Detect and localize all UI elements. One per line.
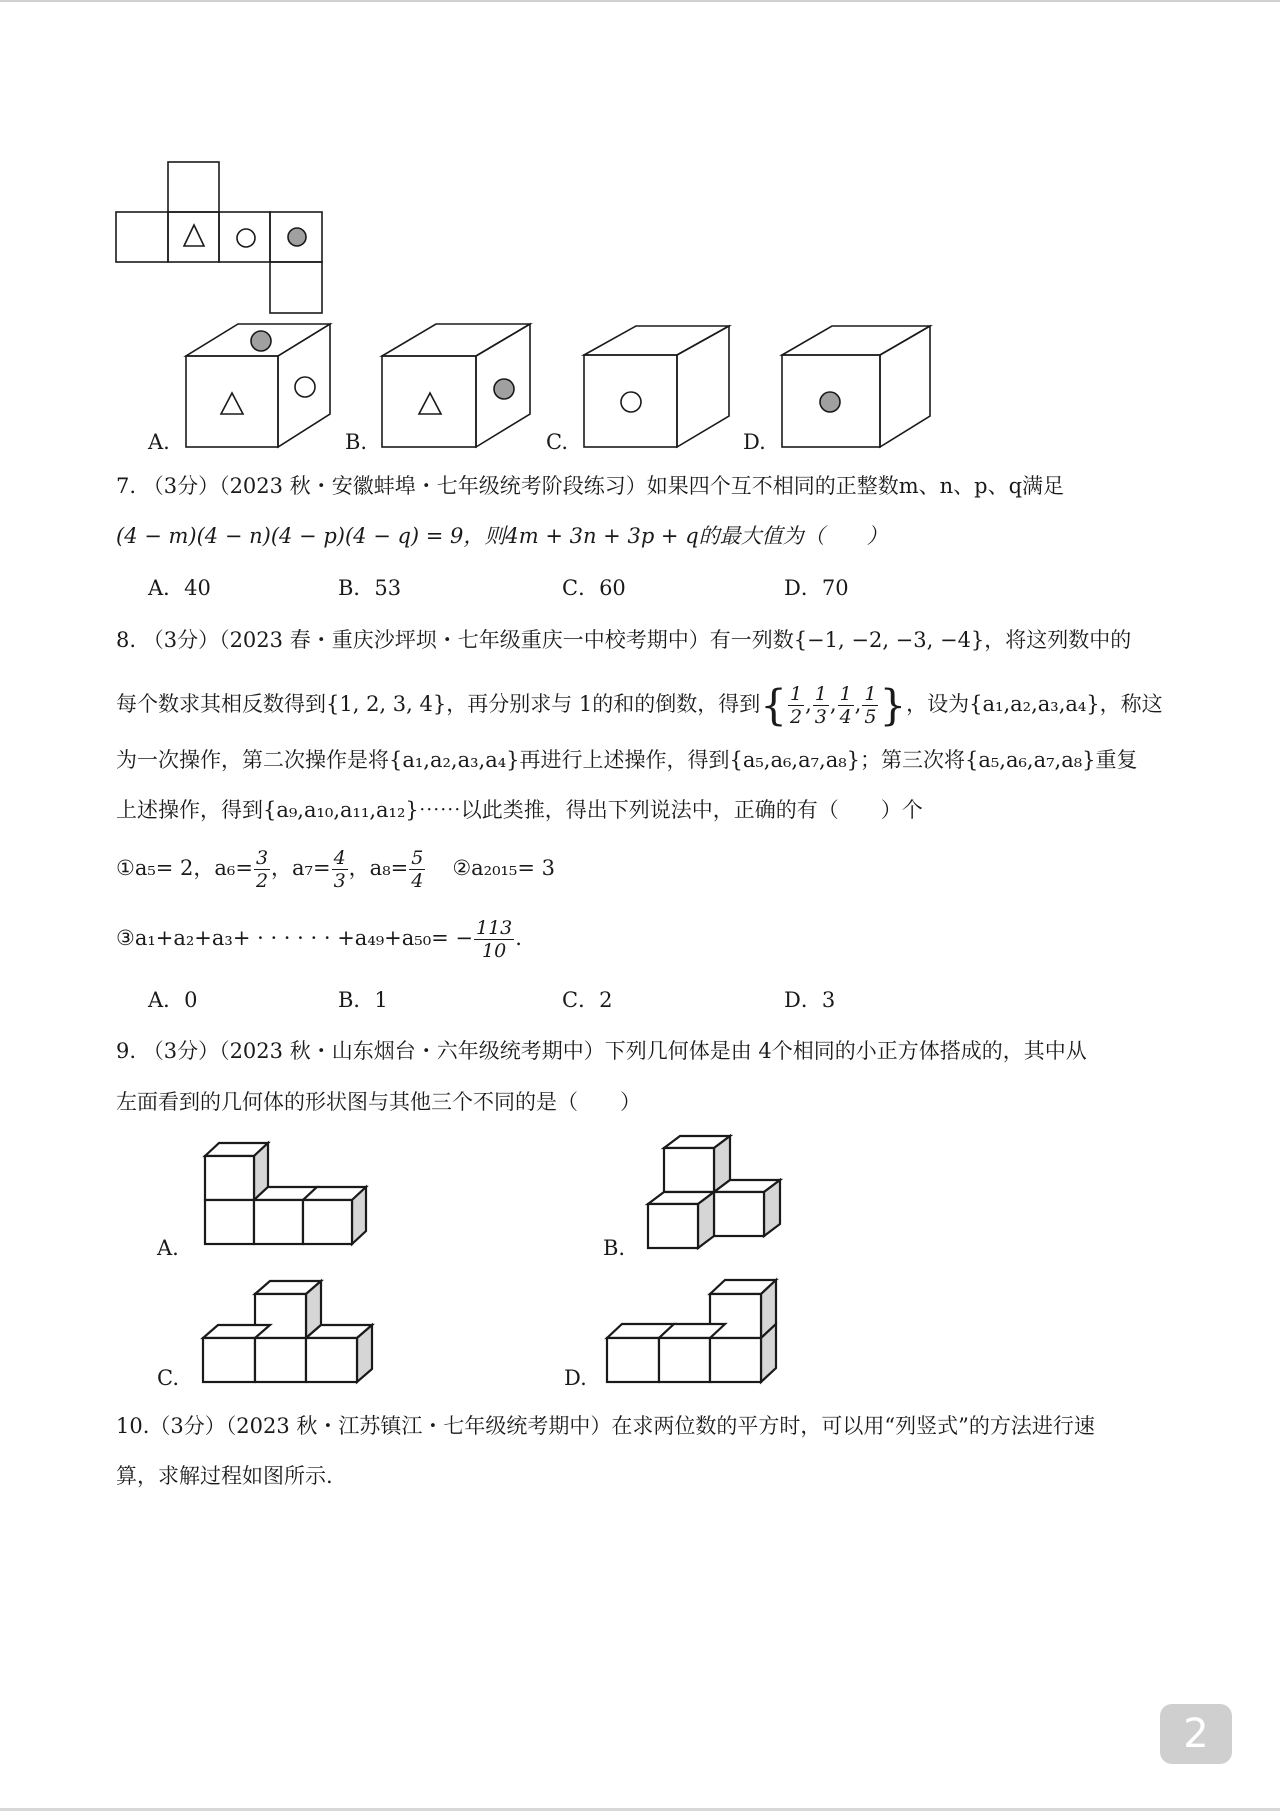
cube-option-a xyxy=(186,324,336,448)
q7-option-a: A．40 xyxy=(148,576,211,600)
q8-option-d: D．3 xyxy=(784,988,836,1012)
cube-option-c xyxy=(584,326,730,448)
statement-1-mid2: ，a₈= xyxy=(348,856,409,880)
q8-stem-line1: 8. （3分）（2023 春・重庆沙坪坝・七年级重庆一中校考期中）有一列数{−1, −2, −3, −4}，将这列数中的 xyxy=(116,628,1132,652)
q9-stem-line2: 左面看到的几何体的形状图与其他三个不同的是（ ） xyxy=(116,1090,641,1114)
fraction-5-4: $\frac{5}{4}$ xyxy=(411,847,424,892)
q8-option-a: A．0 xyxy=(148,988,198,1012)
q9-option-b-label: B. xyxy=(603,1236,626,1260)
q8-stem-line3: 为一次操作，第二次操作是将{a₁,a₂,a₃,a₄}再进行上述操作，得到{a₅,a₆,a₇,a₈}；第三次将{a₅,a₆,a₇,a₈}重复 xyxy=(116,748,1138,772)
statement-2: ②a₂₀₁₅= 3 xyxy=(452,856,555,880)
q9-option-c-label: C. xyxy=(157,1366,179,1390)
q9-option-a-label: A. xyxy=(157,1236,179,1260)
q8-statement-1-2 xyxy=(116,838,555,898)
block-figure-b xyxy=(648,1136,783,1251)
q7-option-c: C．60 xyxy=(562,576,626,600)
block-figure-c xyxy=(203,1281,378,1386)
q7-stem-line2: (4 − m)(4 − n)(4 − p)(4 − q) = 9，则4m + 3n + 3p + q的最大值为（ ） xyxy=(116,524,888,548)
q6-option-c-label: C. xyxy=(546,430,568,454)
page-number-badge: 2 xyxy=(1160,1704,1232,1764)
q8-option-c: C．2 xyxy=(562,988,613,1012)
brace-open: { xyxy=(760,680,787,730)
fraction-3-2: $\frac{3}{2}$ xyxy=(255,847,269,892)
block-figure-a xyxy=(205,1143,390,1251)
fraction-1-5: $\frac{1}{5}$ xyxy=(864,683,877,728)
statement-3-suffix: . xyxy=(515,926,522,950)
cube-net-figure xyxy=(116,162,326,314)
q7-option-b: B．53 xyxy=(338,576,402,600)
q6-option-d-label: D. xyxy=(743,430,766,454)
cube-option-b xyxy=(382,324,532,448)
q10-stem-line1: 10.（3分）（2023 秋・江苏镇江・七年级统考期中）在求两位数的平方时，可以用“列竖式”的方法进行速 xyxy=(116,1414,1095,1438)
q7-stem-line1: 7. （3分）（2023 秋・安徽蚌埠・七年级统考阶段练习）如果四个互不相同的正整数m、n、p、q满足 xyxy=(116,474,1065,498)
top-edge xyxy=(0,0,1280,2)
q8-line2-text-b: ，设为{a₁,a₂,a₃,a₄}，称这 xyxy=(906,692,1163,716)
q9-stem-line1: 9. （3分）（2023 秋・山东烟台・六年级统考期中）下列几何体是由 4个相同的小正方体搭成的，其中从 xyxy=(116,1039,1087,1063)
statement-3-prefix: ③a₁+a₂+a₃+ · · · · · · +a₄₉+a₅₀= − xyxy=(116,926,473,950)
fraction-1-4: $\frac{1}{4}$ xyxy=(839,683,852,728)
q6-option-a-label: A. xyxy=(148,430,170,454)
q9-option-d-label: D. xyxy=(564,1366,587,1390)
block-figure-d xyxy=(607,1280,782,1386)
fraction-1-3: $\frac{1}{3}$ xyxy=(814,683,827,728)
q8-stem-line4: 上述操作，得到{a₉,a₁₀,a₁₁,a₁₂}⋯⋯以此类推，得出下列说法中，正确的有（ ）个 xyxy=(116,798,923,822)
q8-option-b: B．1 xyxy=(338,988,388,1012)
fraction-1-2: $\frac{1}{2}$ xyxy=(790,683,803,728)
q8-stem-line2: 每个数求其相反数得到{1, 2, 3, 4}，再分别求与 1的和的倒数，得到{ $\frac{1}{2}$ , $\frac{1}{3}$ , $\frac{1}{4}$ , $\frac{1}{5}$ }，设为{a₁,a₂,a₃,a₄}，称这 xyxy=(116,680,1163,730)
statement-1-prefix: ①a₅= 2，a₆= xyxy=(116,856,253,880)
statement-1-mid1: ，a₇= xyxy=(271,856,331,880)
q8-statement-3 xyxy=(116,908,522,968)
q7-option-d: D．70 xyxy=(784,576,849,600)
fraction-113-10: $\frac{113}{10}$ xyxy=(475,917,513,962)
q8-line2-text-a: 每个数求其相反数得到{1, 2, 3, 4}，再分别求与 1的和的倒数，得到 xyxy=(116,692,761,716)
q10-stem-line2: 算，求解过程如图所示. xyxy=(116,1464,333,1488)
cube-option-d xyxy=(782,326,932,448)
brace-close: } xyxy=(879,680,907,730)
fraction-4-3: $\frac{4}{3}$ xyxy=(333,847,346,892)
q6-option-b-label: B. xyxy=(345,430,368,454)
